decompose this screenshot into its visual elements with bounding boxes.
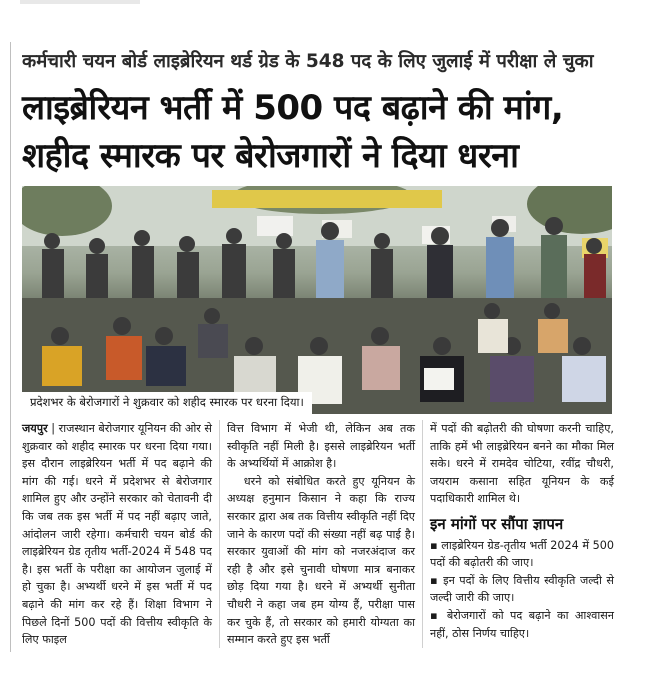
top-strip bbox=[20, 0, 140, 4]
headline-line-1: लाइब्रेरियन भर्ती में 500 पद बढ़ाने की मांग, bbox=[22, 88, 564, 128]
kicker-headline: कर्मचारी चयन बोर्ड लाइब्रेरियन थर्ड ग्रेड के 548 पद के लिए जुलाई में परीक्षा ले चुका bbox=[22, 51, 594, 72]
left-column-rule bbox=[10, 42, 11, 652]
headline-line-2: शहीद स्मारक पर बेरोजगारों ने दिया धरना bbox=[22, 136, 519, 176]
list-item: ▪ इन पदों के लिए वित्तीय स्वीकृति जल्दी से जल्दी जारी की जाए। bbox=[430, 573, 614, 605]
body-text-col3: में पदों की बढ़ोतरी की घोषणा करनी चाहिए, ताकि हमें भी लाइब्रेरियन बनने का मौका मिल सके। धरने में रामदेव चोटिया, रवींद्र चौधरी, जयराम कसाना सहित यूनियन के कई पदाधिकारी शामिल थे। bbox=[430, 422, 614, 506]
body-column-3 bbox=[430, 420, 614, 642]
column-divider bbox=[422, 420, 423, 648]
photo-caption: प्रदेशभर के बेरोजगारों ने शुक्रवार को शहीद स्मारक पर धरना दिया। bbox=[22, 392, 312, 414]
body-column-2 bbox=[227, 420, 415, 649]
dateline: जयपुर bbox=[22, 422, 48, 435]
body-text-col2-para2: धरने को संबोधित करते हुए यूनियन के अध्यक्ष हनुमान किसान ने कहा कि राज्य सरकार द्वारा अब तक वित्तीय स्वीकृति नहीं दिए जाने के कारण पदों की संख्या नहीं बढ़ पाई है। सरकार युवाओं की मांग को नजरअंदाज कर रही है और इसे चुनावी घोषणा मात्र बनाकर छोड़ दिया गया है। धरने में अभ्यर्थी सुनीता चौधरी ने कहा जब हम योग्य हैं, परीक्षा पास कर चुके हैं, तो सरकार को हमारी योग्यता का सम्मान करते हुए इस भर्ती bbox=[227, 474, 415, 647]
list-item: ▪ बेरोजगारों को पद बढ़ाने का आश्वासन नहीं, ठोस निर्णय चाहिए। bbox=[430, 608, 614, 640]
list-item: ▪ लाइब्रेरियन ग्रेड-तृतीय भर्ती 2024 में 500 पदों की बढ़ोतरी की जाए। bbox=[430, 538, 614, 570]
demands-list bbox=[430, 537, 614, 643]
demands-heading: इन मांगों पर सौंपा ज्ञापन bbox=[430, 514, 564, 533]
main-headline bbox=[22, 84, 634, 180]
article-body bbox=[22, 420, 612, 660]
body-text-col1: राजस्थान बेरोजगार यूनियन की ओर से शुक्रवार को शहीद स्मारक पर धरना दिया गया। इस दौरान लाइब्रेरियन भर्ती में पद बढ़ाने की मांग की गई। धरने में प्रदेशभर से बेरोजगार शामिल हुए और उन्होंने सरकार को चेतावनी दी कि जब तक इस भर्ती में पद नहीं बढ़ाए जाते, आंदोलन जारी रहेगा। कर्मचारी चयन बोर्ड की लाइब्रेरियन ग्रेड तृतीय भर्ती-2024 में 548 पद है। इस भर्ती के परीक्षा का आयोजन जुलाई में हो चुका है। अभ्यर्थी धरने में इस भर्ती में पद बढ़ाने की मांग कर रहे हैं। शिक्षा विभाग ने पिछले दिनों 500 पदों की वित्तीय स्वीकृति के लिए फाइल bbox=[22, 422, 212, 647]
body-column-1: जयपुर | राजस्थान बेरोजगार यूनियन की ओर से शुक्रवार को शहीद स्मारक पर धरना दिया गया। इस दौरान लाइब्रेरियन भर्ती में पद बढ़ाने की मांग की गई। धरने में प्रदेशभर से बेरोजगार शामिल हुए और उन्होंने सरकार को चेतावनी दी कि जब तक इस भर्ती में पद नहीं बढ़ाए जाते, आंदोलन जारी रहेगा। कर्मचारी चयन बोर्ड की लाइब्रेरियन ग्रेड तृतीय भर्ती-2024 में 548 पद है। इस भर्ती के परीक्षा का आयोजन जुलाई में हो चुका है। अभ्यर्थी धरने में इस भर्ती में पद बढ़ाने की मांग कर रहे हैं। शिक्षा विभाग ने पिछले दिनों 500 पदों की वित्तीय स्वीकृति के लिए फाइल bbox=[22, 422, 212, 647]
protest-crowd-illustration bbox=[22, 186, 612, 414]
column-divider bbox=[219, 420, 220, 648]
body-text-col2-para1: वित्त विभाग में भेजी थी, लेकिन अब तक स्वीकृति नहीं मिली है। इससे लाइब्रेरियन भर्ती के अभ्यर्थियों में आक्रोश है। bbox=[227, 422, 415, 471]
protest-photo bbox=[22, 186, 612, 414]
